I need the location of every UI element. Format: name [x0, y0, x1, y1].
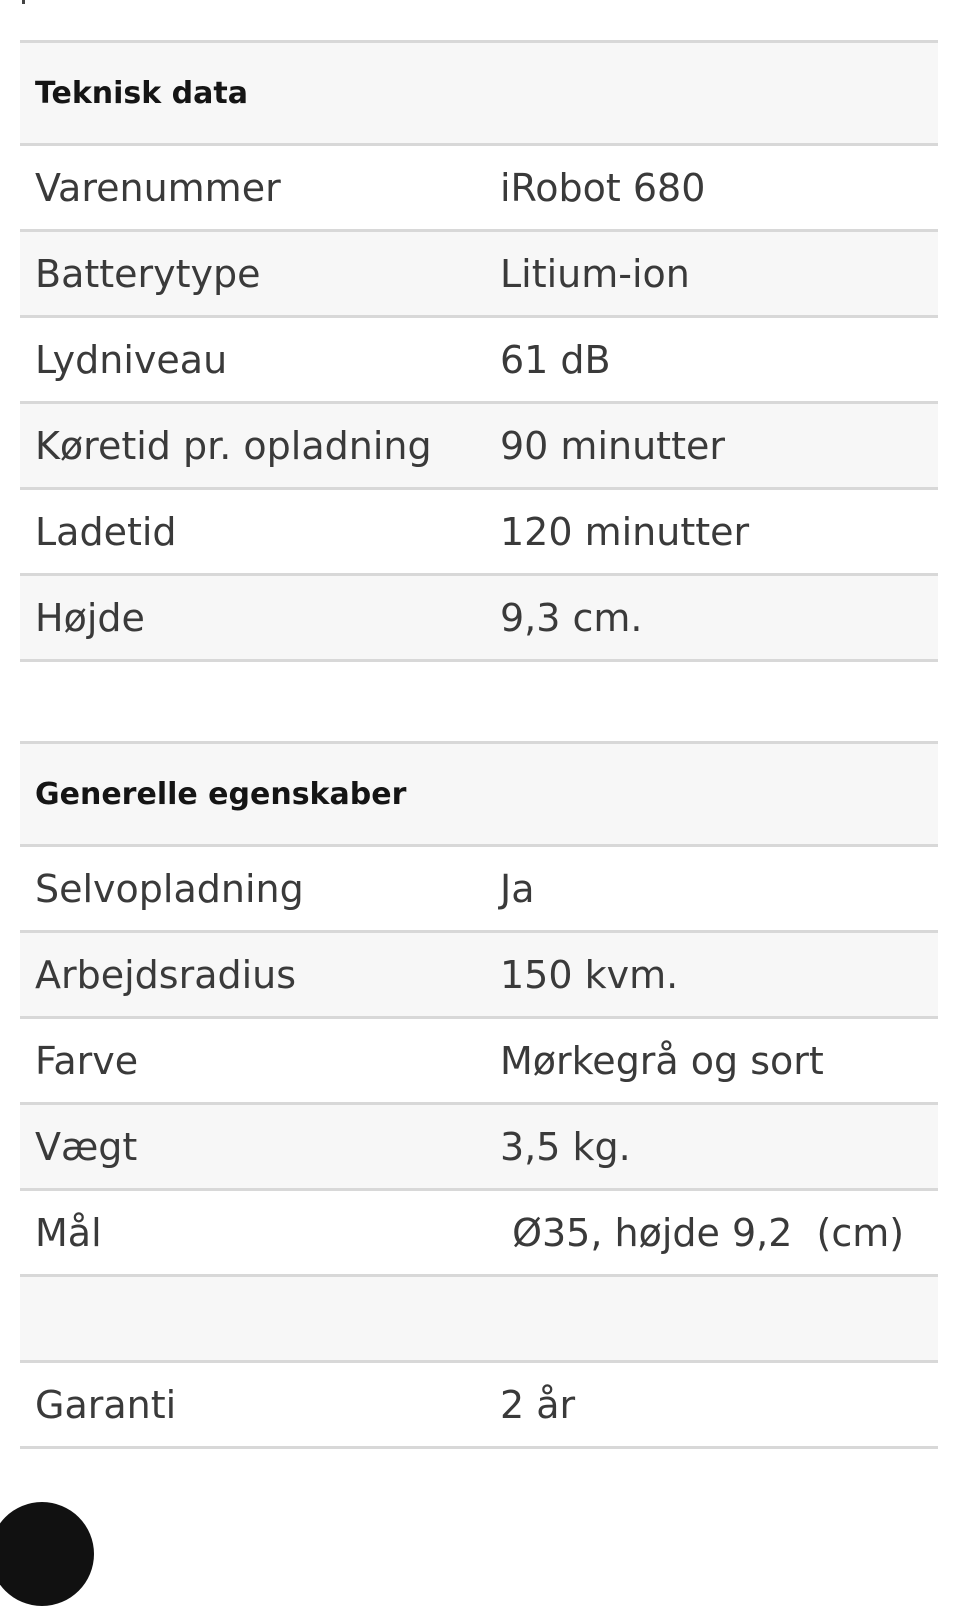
- table-row: [20, 145, 938, 231]
- spec-value: 2 år: [485, 1362, 938, 1448]
- table-row: [20, 403, 938, 489]
- spec-label: Lydniveau: [20, 317, 485, 403]
- spec-label: Mål: [20, 1190, 485, 1276]
- table-row: [20, 932, 938, 1018]
- spec-value: 61 dB: [485, 317, 938, 403]
- spec-value: Ja: [485, 846, 938, 932]
- spec-value: 90 minutter: [485, 403, 938, 489]
- spec-value: [485, 1276, 938, 1362]
- spec-label: Ladetid: [20, 489, 485, 575]
- spec-label: Vægt: [20, 1104, 485, 1190]
- table-row: [20, 1362, 938, 1448]
- spec-value: 120 minutter: [485, 489, 938, 575]
- table-row: [20, 317, 938, 403]
- section-header: [20, 743, 938, 846]
- spec-value: Ø35, højde 9,2 (cm): [485, 1190, 938, 1276]
- section-header: [20, 42, 938, 145]
- table-row: [20, 846, 938, 932]
- table-row: [20, 489, 938, 575]
- spec-value: 150 kvm.: [485, 932, 938, 1018]
- spec-label: Arbejdsradius: [20, 932, 485, 1018]
- spec-value: Litium-ion: [485, 231, 938, 317]
- spec-value: Mørkegrå og sort: [485, 1018, 938, 1104]
- spec-value: 3,5 kg.: [485, 1104, 938, 1190]
- spec-value: 9,3 cm.: [485, 575, 938, 661]
- spec-table-generelle-egenskaber: [20, 741, 938, 1449]
- section-title: Teknisk data: [20, 42, 938, 145]
- table-row-empty: [20, 1276, 938, 1362]
- spec-label: [20, 1276, 485, 1362]
- chat-bubble-icon[interactable]: [0, 1502, 94, 1606]
- table-row: [20, 575, 938, 661]
- spec-table-teknisk-data: [20, 40, 938, 662]
- table-row: [20, 1190, 938, 1276]
- spec-label: Farve: [20, 1018, 485, 1104]
- spec-label: Højde: [20, 575, 485, 661]
- spec-label: Garanti: [20, 1362, 485, 1448]
- table-row: [20, 231, 938, 317]
- spec-label: Selvopladning: [20, 846, 485, 932]
- spec-label: Batterytype: [20, 231, 485, 317]
- spec-value: iRobot 680: [485, 145, 938, 231]
- spec-label: Køretid pr. opladning: [20, 403, 485, 489]
- section-title: Generelle egenskaber: [20, 743, 938, 846]
- table-row: [20, 1018, 938, 1104]
- table-row: [20, 1104, 938, 1190]
- spec-label: Varenummer: [20, 145, 485, 231]
- scroll-edge-mark: [22, 0, 25, 4]
